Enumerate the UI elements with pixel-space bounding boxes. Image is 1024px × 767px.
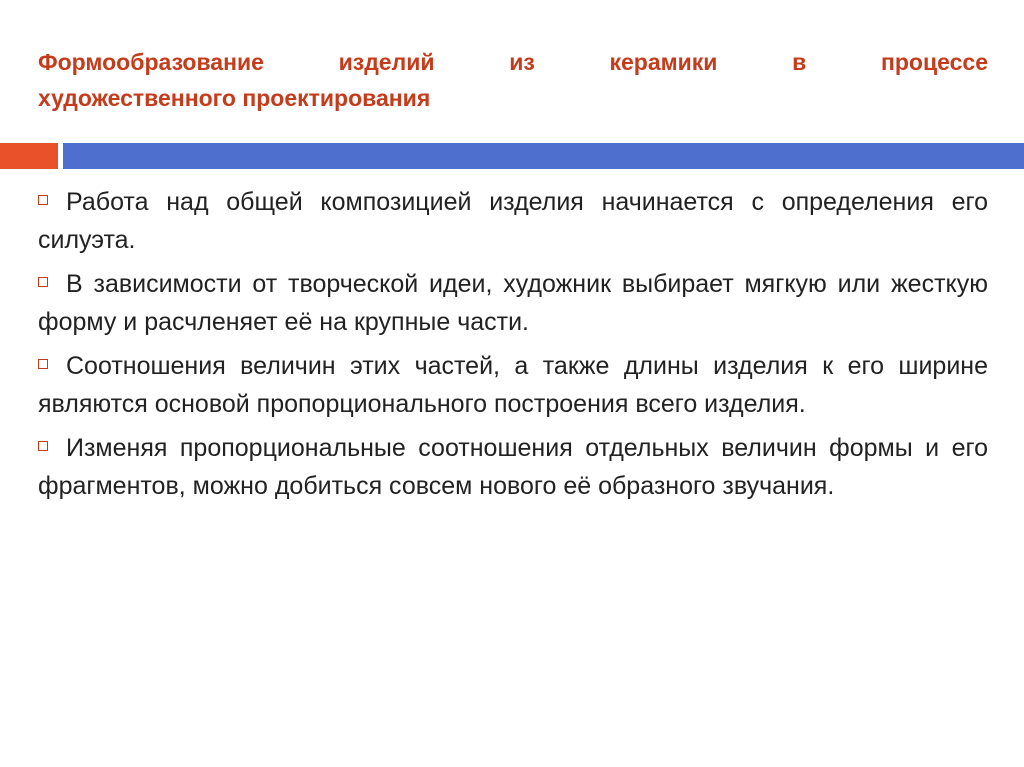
bullet-item (38, 429, 988, 505)
bullet-item (38, 265, 988, 341)
slide-title-line-2: художественного проектирования (38, 85, 431, 111)
bullet-text: Изменяя пропорциональные соотношения отдельных величин формы и его фрагментов, можно добиться совсем нового её образного звучания. (38, 434, 988, 500)
divider-blue-bar (63, 143, 1024, 169)
square-bullet-icon (38, 195, 48, 205)
bullet-text: В зависимости от творческой идеи, художник выбирает мягкую или жесткую форму и расчленяет её на крупные части. (38, 270, 988, 336)
square-bullet-icon (38, 277, 48, 287)
divider-red-bar (0, 143, 58, 169)
bullet-list (38, 183, 988, 511)
slide-title-line-1: Формообразование изделий из керамики в процессе (38, 49, 988, 75)
slide-title (38, 44, 988, 116)
bullet-item (38, 347, 988, 423)
square-bullet-icon (38, 359, 48, 369)
bullet-item (38, 183, 988, 259)
bullet-text: Работа над общей композицией изделия начинается с определения его силуэта. (38, 188, 988, 254)
square-bullet-icon (38, 441, 48, 451)
bullet-text: Соотношения величин этих частей, а также длины изделия к его ширине являются основой пропорционального построения всего изделия. (38, 352, 988, 418)
